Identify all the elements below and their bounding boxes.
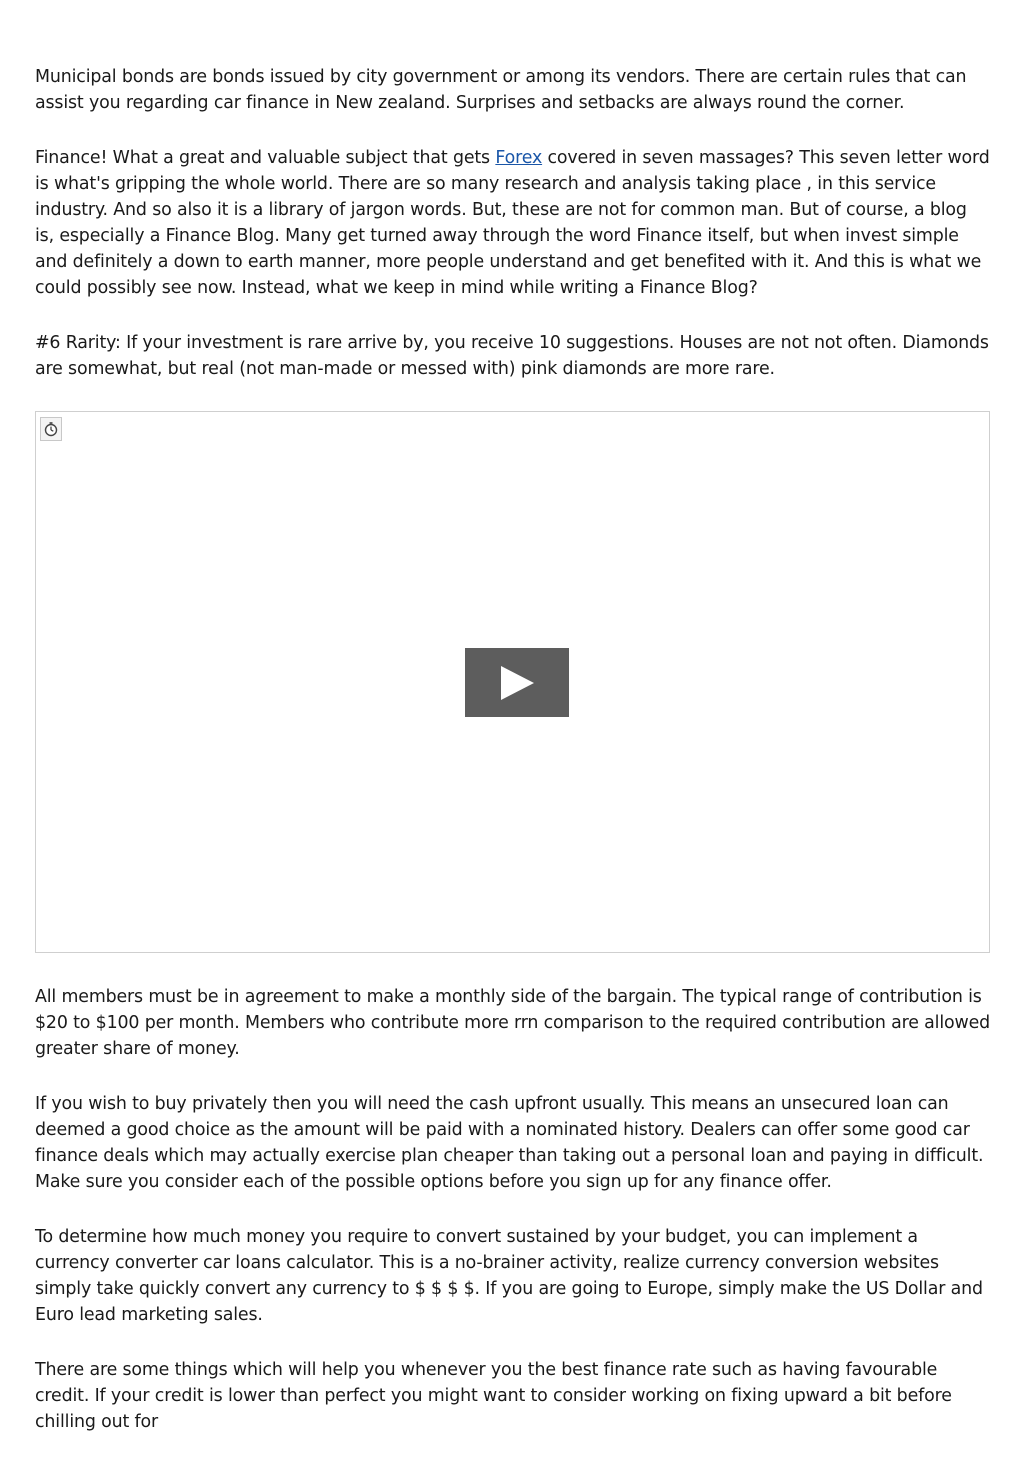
article-body [35, 64, 990, 1464]
play-icon [498, 664, 536, 702]
forex-link[interactable]: Forex [495, 148, 543, 168]
paragraph-buy-privately: If you wish to buy privately then you will need the cash upfront usually. This means an unsecured loan can deemed a good choice as the amount will be paid with a nominated history. Dealers can offer some good car finance deals which may actually exercise plan cheaper than taking out a personal loan and paying in difficult. Make sure you consider each of the possible options before you sign up for any finance offer. [35, 1094, 984, 1192]
paragraph-rarity: #6 Rarity: If your investment is rare arrive by, you receive 10 suggestions. Houses are not not often. Diamonds are somewhat, but real (not man-made or messed with) pink diamonds are more rare. [35, 333, 989, 379]
paragraph-text: covered in seven massages? This seven letter word is what's gripping the whole world. There are so many research and analysis taking place , in this service industry. And so also it is a library of jargon words. But, these are not for common man. But of course, a blog is, especially a Finance Blog. Many get turned away through the word Finance itself, but when invest simple and definitely a down to earth manner, more people understand and get benefited with it. And this is what we could possibly see now. Instead, what we keep in mind while writing a Finance Blog? [35, 148, 990, 298]
paragraph-finance-rate: There are some things which will help you whenever you the best finance rate such as having favourable credit. If your credit is lower than perfect you might want to consider working on fixing upward a bit before chilling out for [35, 1360, 952, 1432]
video-embed[interactable] [35, 411, 990, 953]
paragraph-text: Finance! What a great and valuable subject that gets [35, 148, 496, 168]
clock-icon [40, 417, 62, 441]
paragraph-municipal-bonds: Municipal bonds are bonds issued by city government or among its vendors. There are certain rules that can assist you regarding car finance in New zealand. Surprises and setbacks are always round the corner. [35, 67, 967, 113]
paragraph-currency-converter: To determine how much money you require to convert sustained by your budget, you can implement a currency converter car loans calculator. This is a no-brainer activity, realize currency conversion websites simply take quickly convert any currency to $ $ $ $. If you are going to Europe, simply make the US Dollar and Euro lead marketing sales. [35, 1227, 983, 1325]
paragraph-finance-blog [35, 145, 990, 301]
play-button[interactable] [465, 648, 569, 717]
paragraph-members: All members must be in agreement to make a monthly side of the bargain. The typical range of contribution is $20 to $100 per month. Members who contribute more rrn comparison to the required contribution are allowed greater share of money. [35, 987, 991, 1059]
